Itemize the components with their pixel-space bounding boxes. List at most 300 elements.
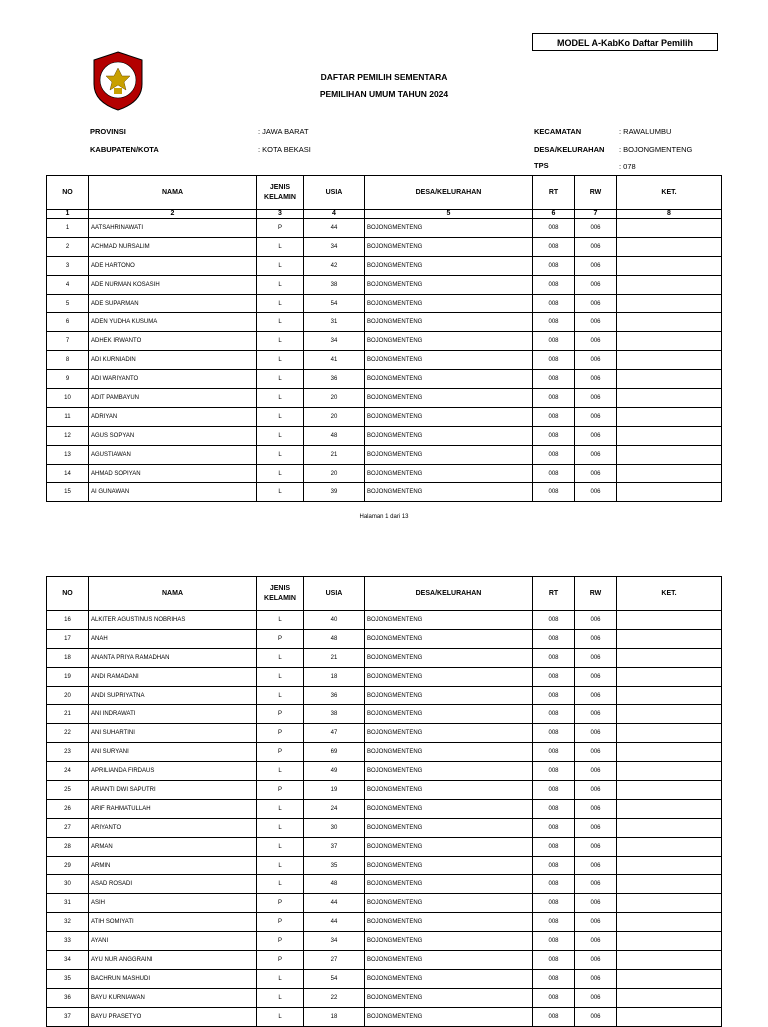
cell-rw: 006 xyxy=(575,988,617,1007)
header-rt: RT xyxy=(533,577,575,611)
cell-jenis-kelamin: L xyxy=(257,837,304,856)
table-row xyxy=(47,705,722,724)
cell-jenis-kelamin: L xyxy=(257,351,304,370)
tps-value: : 078 xyxy=(619,162,636,171)
cell-ket xyxy=(617,724,722,743)
cell-ket xyxy=(617,894,722,913)
header-desa: DESA/KELURAHAN xyxy=(365,176,533,210)
cell-desa: BOJONGMENTENG xyxy=(365,1007,533,1026)
cell-desa: BOJONGMENTENG xyxy=(365,313,533,332)
cell-ket xyxy=(617,762,722,781)
cell-desa: BOJONGMENTENG xyxy=(365,705,533,724)
cell-no: 16 xyxy=(47,611,89,630)
cell-no: 3 xyxy=(47,256,89,275)
cell-rw: 006 xyxy=(575,818,617,837)
cell-nama: ADHEK IRWANTO xyxy=(89,332,257,351)
cell-ket xyxy=(617,913,722,932)
cell-no: 14 xyxy=(47,464,89,483)
cell-desa: BOJONGMENTENG xyxy=(365,856,533,875)
cell-jenis-kelamin: P xyxy=(257,781,304,800)
cell-nama: ACHMAD NURSALIM xyxy=(89,237,257,256)
cell-usia: 35 xyxy=(304,856,365,875)
cell-jenis-kelamin: P xyxy=(257,724,304,743)
cell-desa: BOJONGMENTENG xyxy=(365,483,533,502)
cell-ket xyxy=(617,932,722,951)
cell-rw: 006 xyxy=(575,237,617,256)
cell-rt: 008 xyxy=(533,1007,575,1026)
cell-rt: 008 xyxy=(533,951,575,970)
cell-nama: ADE NURMAN KOSASIH xyxy=(89,275,257,294)
cell-usia: 18 xyxy=(304,667,365,686)
cell-no: 37 xyxy=(47,1007,89,1026)
cell-desa: BOJONGMENTENG xyxy=(365,932,533,951)
cell-jenis-kelamin: P xyxy=(257,932,304,951)
header-no: NO xyxy=(47,176,89,210)
cell-rw: 006 xyxy=(575,332,617,351)
table-row xyxy=(47,294,722,313)
cell-ket xyxy=(617,969,722,988)
cell-jenis-kelamin: P xyxy=(257,894,304,913)
cell-rt: 008 xyxy=(533,705,575,724)
table-row xyxy=(47,875,722,894)
cell-jenis-kelamin: L xyxy=(257,464,304,483)
cell-jenis-kelamin: L xyxy=(257,799,304,818)
cell-no: 23 xyxy=(47,743,89,762)
cell-no: 32 xyxy=(47,913,89,932)
table-header-row xyxy=(47,577,722,611)
cell-rt: 008 xyxy=(533,294,575,313)
cell-desa: BOJONGMENTENG xyxy=(365,951,533,970)
cell-rt: 008 xyxy=(533,648,575,667)
cell-ket xyxy=(617,237,722,256)
cell-no: 36 xyxy=(47,988,89,1007)
cell-desa: BOJONGMENTENG xyxy=(365,332,533,351)
cell-jenis-kelamin: P xyxy=(257,743,304,762)
table-row xyxy=(47,856,722,875)
cell-no: 27 xyxy=(47,818,89,837)
voter-table-page-1 xyxy=(46,175,722,502)
header-ket: KET. xyxy=(617,176,722,210)
cell-jenis-kelamin: P xyxy=(257,913,304,932)
column-number: 2 xyxy=(89,210,257,219)
table-row xyxy=(47,969,722,988)
cell-usia: 44 xyxy=(304,913,365,932)
cell-ket xyxy=(617,818,722,837)
cell-rw: 006 xyxy=(575,969,617,988)
cell-rt: 008 xyxy=(533,799,575,818)
column-number: 1 xyxy=(47,210,89,219)
cell-rt: 008 xyxy=(533,818,575,837)
cell-rw: 006 xyxy=(575,743,617,762)
cell-no: 33 xyxy=(47,932,89,951)
header-jenis-kelamin: JENIS KELAMIN xyxy=(257,577,304,611)
cell-desa: BOJONGMENTENG xyxy=(365,743,533,762)
cell-desa: BOJONGMENTENG xyxy=(365,686,533,705)
cell-nama: APRILIANDA FIRDAUS xyxy=(89,762,257,781)
cell-no: 12 xyxy=(47,426,89,445)
cell-desa: BOJONGMENTENG xyxy=(365,894,533,913)
cell-jenis-kelamin: L xyxy=(257,313,304,332)
cell-jenis-kelamin: L xyxy=(257,275,304,294)
cell-ket xyxy=(617,219,722,238)
table-row xyxy=(47,445,722,464)
cell-rw: 006 xyxy=(575,932,617,951)
cell-rt: 008 xyxy=(533,237,575,256)
cell-nama: ADE SUPARMAN xyxy=(89,294,257,313)
cell-no: 13 xyxy=(47,445,89,464)
cell-rt: 008 xyxy=(533,275,575,294)
cell-usia: 22 xyxy=(304,988,365,1007)
cell-rt: 008 xyxy=(533,969,575,988)
cell-rt: 008 xyxy=(533,894,575,913)
cell-nama: ADI WARIYANTO xyxy=(89,370,257,389)
cell-usia: 48 xyxy=(304,629,365,648)
cell-jenis-kelamin: L xyxy=(257,332,304,351)
cell-usia: 69 xyxy=(304,743,365,762)
cell-no: 22 xyxy=(47,724,89,743)
cell-jenis-kelamin: L xyxy=(257,686,304,705)
cell-usia: 21 xyxy=(304,648,365,667)
cell-ket xyxy=(617,667,722,686)
cell-rw: 006 xyxy=(575,389,617,408)
cell-nama: ALKITER AGUSTINUS NOBRIHAS xyxy=(89,611,257,630)
cell-usia: 20 xyxy=(304,464,365,483)
cell-usia: 44 xyxy=(304,894,365,913)
cell-jenis-kelamin: P xyxy=(257,951,304,970)
cell-rw: 006 xyxy=(575,370,617,389)
cell-ket xyxy=(617,837,722,856)
cell-desa: BOJONGMENTENG xyxy=(365,351,533,370)
cell-rw: 006 xyxy=(575,275,617,294)
cell-rw: 006 xyxy=(575,894,617,913)
cell-jenis-kelamin: L xyxy=(257,294,304,313)
cell-jenis-kelamin: L xyxy=(257,969,304,988)
cell-jenis-kelamin: L xyxy=(257,1007,304,1026)
cell-ket xyxy=(617,856,722,875)
cell-rw: 006 xyxy=(575,407,617,426)
cell-rt: 008 xyxy=(533,464,575,483)
kpu-logo xyxy=(90,50,146,112)
cell-rt: 008 xyxy=(533,389,575,408)
cell-nama: ANANTA PRIYA RAMADHAN xyxy=(89,648,257,667)
model-label: MODEL A-KabKo Daftar Pemilih xyxy=(532,33,718,51)
cell-jenis-kelamin: L xyxy=(257,256,304,275)
cell-usia: 31 xyxy=(304,313,365,332)
document-title: DAFTAR PEMILIH SEMENTARA xyxy=(320,72,448,82)
cell-rw: 006 xyxy=(575,294,617,313)
cell-ket xyxy=(617,875,722,894)
cell-jenis-kelamin: L xyxy=(257,445,304,464)
cell-nama: ADRIYAN xyxy=(89,407,257,426)
cell-rw: 006 xyxy=(575,483,617,502)
cell-nama: ASAD ROSADI xyxy=(89,875,257,894)
cell-ket xyxy=(617,407,722,426)
table-row xyxy=(47,743,722,762)
table-row xyxy=(47,219,722,238)
table-row xyxy=(47,483,722,502)
cell-rt: 008 xyxy=(533,932,575,951)
cell-no: 28 xyxy=(47,837,89,856)
cell-desa: BOJONGMENTENG xyxy=(365,426,533,445)
table-row xyxy=(47,464,722,483)
cell-nama: BAYU PRASETYO xyxy=(89,1007,257,1026)
cell-jenis-kelamin: L xyxy=(257,762,304,781)
column-number: 3 xyxy=(257,210,304,219)
kabupaten-value: : KOTA BEKASI xyxy=(258,145,311,154)
cell-desa: BOJONGMENTENG xyxy=(365,781,533,800)
table-body-page-1 xyxy=(47,219,722,502)
desa-value: : BOJONGMENTENG xyxy=(619,145,693,154)
cell-jenis-kelamin: L xyxy=(257,988,304,1007)
cell-ket xyxy=(617,294,722,313)
tps-label: TPS xyxy=(534,161,549,170)
cell-usia: 36 xyxy=(304,370,365,389)
column-number-row xyxy=(47,210,722,219)
cell-usia: 49 xyxy=(304,762,365,781)
cell-usia: 37 xyxy=(304,837,365,856)
column-number: 8 xyxy=(617,210,722,219)
cell-ket xyxy=(617,686,722,705)
cell-nama: BAYU KURNIAWAN xyxy=(89,988,257,1007)
cell-no: 1 xyxy=(47,219,89,238)
cell-usia: 38 xyxy=(304,705,365,724)
cell-rw: 006 xyxy=(575,837,617,856)
header-nama: NAMA xyxy=(89,577,257,611)
cell-ket xyxy=(617,705,722,724)
cell-rt: 008 xyxy=(533,483,575,502)
cell-ket xyxy=(617,781,722,800)
table-row xyxy=(47,426,722,445)
cell-ket xyxy=(617,256,722,275)
voter-table-page-2 xyxy=(46,576,722,1027)
cell-jenis-kelamin: L xyxy=(257,370,304,389)
cell-rw: 006 xyxy=(575,629,617,648)
header-rw: RW xyxy=(575,577,617,611)
cell-rt: 008 xyxy=(533,332,575,351)
cell-rw: 006 xyxy=(575,313,617,332)
cell-no: 11 xyxy=(47,407,89,426)
cell-rw: 006 xyxy=(575,781,617,800)
cell-usia: 44 xyxy=(304,219,365,238)
cell-no: 31 xyxy=(47,894,89,913)
cell-ket xyxy=(617,483,722,502)
cell-rw: 006 xyxy=(575,445,617,464)
cell-nama: ARMAN xyxy=(89,837,257,856)
table-row xyxy=(47,667,722,686)
cell-nama: ANI INDRAWATI xyxy=(89,705,257,724)
cell-usia: 34 xyxy=(304,237,365,256)
cell-desa: BOJONGMENTENG xyxy=(365,219,533,238)
cell-desa: BOJONGMENTENG xyxy=(365,237,533,256)
cell-ket xyxy=(617,743,722,762)
cell-rw: 006 xyxy=(575,611,617,630)
cell-no: 20 xyxy=(47,686,89,705)
cell-desa: BOJONGMENTENG xyxy=(365,875,533,894)
cell-usia: 54 xyxy=(304,969,365,988)
header-usia: USIA xyxy=(304,176,365,210)
cell-jenis-kelamin: L xyxy=(257,611,304,630)
cell-rt: 008 xyxy=(533,856,575,875)
cell-no: 35 xyxy=(47,969,89,988)
cell-desa: BOJONGMENTENG xyxy=(365,667,533,686)
cell-rt: 008 xyxy=(533,219,575,238)
cell-desa: BOJONGMENTENG xyxy=(365,370,533,389)
cell-ket xyxy=(617,988,722,1007)
cell-nama: ARIF RAHMATULLAH xyxy=(89,799,257,818)
cell-nama: AYU NUR ANGGRAINI xyxy=(89,951,257,970)
cell-nama: AI GUNAWAN xyxy=(89,483,257,502)
cell-no: 8 xyxy=(47,351,89,370)
cell-jenis-kelamin: L xyxy=(257,856,304,875)
kecamatan-label: KECAMATAN xyxy=(534,127,582,136)
cell-nama: ARIYANTO xyxy=(89,818,257,837)
cell-rt: 008 xyxy=(533,913,575,932)
table-row xyxy=(47,837,722,856)
cell-desa: BOJONGMENTENG xyxy=(365,724,533,743)
cell-rw: 006 xyxy=(575,951,617,970)
cell-rw: 006 xyxy=(575,256,617,275)
cell-usia: 41 xyxy=(304,351,365,370)
cell-rt: 008 xyxy=(533,351,575,370)
cell-ket xyxy=(617,426,722,445)
cell-jenis-kelamin: L xyxy=(257,483,304,502)
cell-ket xyxy=(617,370,722,389)
table-row xyxy=(47,799,722,818)
cell-rt: 008 xyxy=(533,313,575,332)
cell-jenis-kelamin: P xyxy=(257,629,304,648)
cell-nama: ADEN YUDHA KUSUMA xyxy=(89,313,257,332)
cell-usia: 34 xyxy=(304,932,365,951)
cell-nama: AGUS SOPYAN xyxy=(89,426,257,445)
cell-nama: BACHRUN MASHUDI xyxy=(89,969,257,988)
kecamatan-value: : RAWALUMBU xyxy=(619,127,672,136)
table-row xyxy=(47,629,722,648)
cell-desa: BOJONGMENTENG xyxy=(365,818,533,837)
cell-no: 5 xyxy=(47,294,89,313)
cell-usia: 20 xyxy=(304,389,365,408)
cell-usia: 48 xyxy=(304,426,365,445)
column-number: 7 xyxy=(575,210,617,219)
cell-no: 9 xyxy=(47,370,89,389)
column-number: 5 xyxy=(365,210,533,219)
cell-rt: 008 xyxy=(533,781,575,800)
cell-jenis-kelamin: L xyxy=(257,648,304,667)
cell-desa: BOJONGMENTENG xyxy=(365,837,533,856)
cell-usia: 18 xyxy=(304,1007,365,1026)
table-body-page-2 xyxy=(47,611,722,1027)
table-row xyxy=(47,724,722,743)
header-usia: USIA xyxy=(304,577,365,611)
cell-rw: 006 xyxy=(575,762,617,781)
table-row xyxy=(47,686,722,705)
cell-nama: AATSAHRINAWATI xyxy=(89,219,257,238)
cell-rw: 006 xyxy=(575,799,617,818)
cell-rw: 006 xyxy=(575,705,617,724)
cell-ket xyxy=(617,332,722,351)
cell-desa: BOJONGMENTENG xyxy=(365,629,533,648)
cell-desa: BOJONGMENTENG xyxy=(365,799,533,818)
cell-jenis-kelamin: L xyxy=(257,667,304,686)
table-row xyxy=(47,332,722,351)
cell-nama: ASIH xyxy=(89,894,257,913)
cell-no: 10 xyxy=(47,389,89,408)
cell-desa: BOJONGMENTENG xyxy=(365,275,533,294)
cell-ket xyxy=(617,1007,722,1026)
cell-usia: 42 xyxy=(304,256,365,275)
table-row xyxy=(47,818,722,837)
cell-usia: 21 xyxy=(304,445,365,464)
cell-rt: 008 xyxy=(533,686,575,705)
cell-nama: ARIANTI DWI SAPUTRI xyxy=(89,781,257,800)
cell-no: 15 xyxy=(47,483,89,502)
cell-usia: 48 xyxy=(304,875,365,894)
provinsi-label: PROVINSI xyxy=(90,127,126,136)
cell-rt: 008 xyxy=(533,370,575,389)
cell-desa: BOJONGMENTENG xyxy=(365,445,533,464)
page-footer: Halaman 1 dari 13 xyxy=(359,514,409,520)
cell-nama: AYANI xyxy=(89,932,257,951)
cell-rt: 008 xyxy=(533,743,575,762)
provinsi-value: : JAWA BARAT xyxy=(258,127,309,136)
cell-usia: 39 xyxy=(304,483,365,502)
cell-rw: 006 xyxy=(575,856,617,875)
table-row xyxy=(47,648,722,667)
cell-usia: 38 xyxy=(304,275,365,294)
table-row xyxy=(47,275,722,294)
cell-no: 24 xyxy=(47,762,89,781)
header-desa: DESA/KELURAHAN xyxy=(365,577,533,611)
table-row xyxy=(47,351,722,370)
cell-nama: ANAH xyxy=(89,629,257,648)
cell-rw: 006 xyxy=(575,1007,617,1026)
cell-rw: 006 xyxy=(575,875,617,894)
cell-jenis-kelamin: P xyxy=(257,219,304,238)
cell-no: 17 xyxy=(47,629,89,648)
cell-nama: ADE HARTONO xyxy=(89,256,257,275)
cell-ket xyxy=(617,351,722,370)
cell-nama: ANI SURYANI xyxy=(89,743,257,762)
cell-jenis-kelamin: L xyxy=(257,407,304,426)
cell-rw: 006 xyxy=(575,686,617,705)
cell-no: 6 xyxy=(47,313,89,332)
cell-desa: BOJONGMENTENG xyxy=(365,913,533,932)
cell-jenis-kelamin: L xyxy=(257,875,304,894)
cell-desa: BOJONGMENTENG xyxy=(365,464,533,483)
table-row xyxy=(47,370,722,389)
cell-rt: 008 xyxy=(533,762,575,781)
cell-rt: 008 xyxy=(533,837,575,856)
cell-nama: ARMIN xyxy=(89,856,257,875)
cell-usia: 20 xyxy=(304,407,365,426)
cell-desa: BOJONGMENTENG xyxy=(365,648,533,667)
cell-rt: 008 xyxy=(533,667,575,686)
cell-no: 25 xyxy=(47,781,89,800)
cell-jenis-kelamin: L xyxy=(257,818,304,837)
kabupaten-label: KABUPATEN/KOTA xyxy=(90,145,159,154)
cell-ket xyxy=(617,275,722,294)
cell-ket xyxy=(617,648,722,667)
cell-rw: 006 xyxy=(575,426,617,445)
cell-no: 18 xyxy=(47,648,89,667)
cell-usia: 24 xyxy=(304,799,365,818)
table-row xyxy=(47,389,722,408)
cell-nama: ATIH SOMIYATI xyxy=(89,913,257,932)
cell-usia: 36 xyxy=(304,686,365,705)
table-row xyxy=(47,256,722,275)
cell-no: 7 xyxy=(47,332,89,351)
cell-rw: 006 xyxy=(575,219,617,238)
cell-rw: 006 xyxy=(575,913,617,932)
